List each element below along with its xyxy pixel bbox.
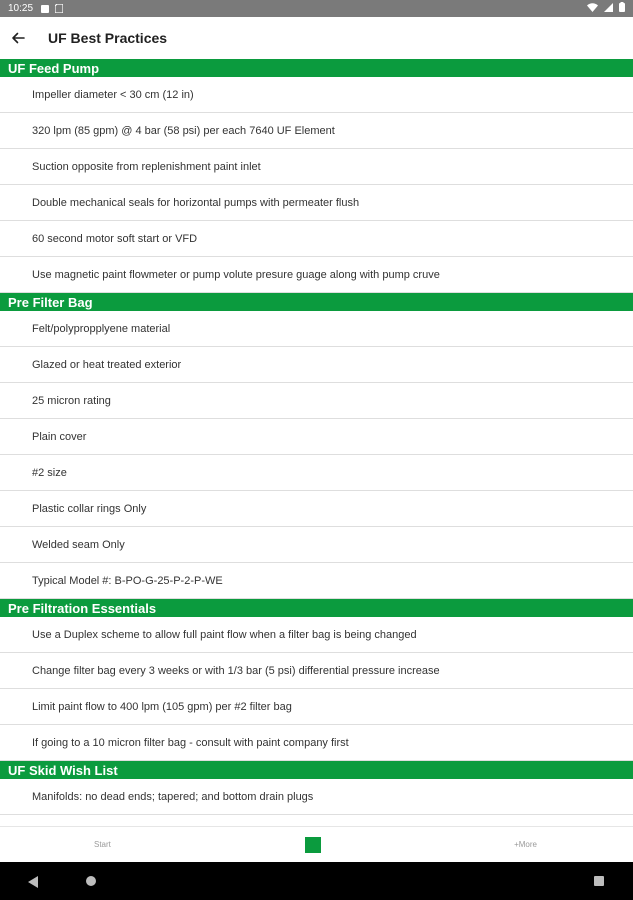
bottom-nav bbox=[0, 826, 633, 862]
section-header-pre-filtration-essentials: Pre Filtration Essentials bbox=[0, 599, 633, 617]
list-item: Welded seam Only bbox=[0, 527, 633, 563]
nav-more-button[interactable]: +More bbox=[514, 840, 537, 849]
battery-icon bbox=[619, 2, 625, 15]
list-item: Plain cover bbox=[0, 419, 633, 455]
app-bar bbox=[0, 17, 633, 59]
signal-icon bbox=[604, 3, 613, 15]
triangle-back-icon[interactable] bbox=[28, 875, 38, 893]
nav-start-button[interactable]: Start bbox=[94, 840, 111, 849]
list-item: Impeller diameter < 30 cm (12 in) bbox=[0, 77, 633, 113]
nav-home-square-icon[interactable] bbox=[305, 837, 321, 853]
square-recents-icon[interactable] bbox=[594, 876, 604, 886]
notification-icon bbox=[41, 4, 49, 13]
section-header-uf-feed-pump: UF Feed Pump bbox=[0, 59, 633, 77]
list-item: 320 lpm (85 gpm) @ 4 bar (58 psi) per each 7640 UF Element bbox=[0, 113, 633, 149]
list-item bbox=[0, 815, 633, 826]
section-header-pre-filter-bag: Pre Filter Bag bbox=[0, 293, 633, 311]
list-item: Typical Model #: B-PO-G-25-P-2-P-WE bbox=[0, 563, 633, 599]
list-item: Use magnetic paint flowmeter or pump volute presure guage along with pump cruve bbox=[0, 257, 633, 293]
back-button[interactable] bbox=[0, 17, 38, 59]
list-item: 25 micron rating bbox=[0, 383, 633, 419]
list-item: #2 size bbox=[0, 455, 633, 491]
list-item: Manifolds: no dead ends; tapered; and bottom drain plugs bbox=[0, 779, 633, 815]
list-item: Use a Duplex scheme to allow full paint flow when a filter bag is being changed bbox=[0, 617, 633, 653]
arrow-left-icon bbox=[11, 31, 25, 45]
list-item: 60 second motor soft start or VFD bbox=[0, 221, 633, 257]
list-item: Limit paint flow to 400 lpm (105 gpm) per #2 filter bag bbox=[0, 689, 633, 725]
list-item: Glazed or heat treated exterior bbox=[0, 347, 633, 383]
list-item: Change filter bag every 3 weeks or with 1/3 bar (5 psi) differential pressure increase bbox=[0, 653, 633, 689]
page-title: UF Best Practices bbox=[48, 30, 168, 46]
circle-home-icon[interactable] bbox=[86, 876, 96, 886]
system-nav-bar bbox=[0, 862, 633, 900]
list-item: Suction opposite from replenishment paint inlet bbox=[0, 149, 633, 185]
section-header-uf-skid-wish-list: UF Skid Wish List bbox=[0, 761, 633, 779]
sd-card-icon bbox=[55, 4, 63, 13]
list-item: Plastic collar rings Only bbox=[0, 491, 633, 527]
best-practices-list[interactable] bbox=[0, 59, 633, 826]
wifi-icon bbox=[587, 3, 598, 15]
status-bar bbox=[0, 0, 633, 17]
status-time: 10:25 bbox=[8, 3, 34, 14]
list-item: If going to a 10 micron filter bag - consult with paint company first bbox=[0, 725, 633, 761]
list-item: Double mechanical seals for horizontal pumps with permeater flush bbox=[0, 185, 633, 221]
list-item: Felt/polypropplyene material bbox=[0, 311, 633, 347]
